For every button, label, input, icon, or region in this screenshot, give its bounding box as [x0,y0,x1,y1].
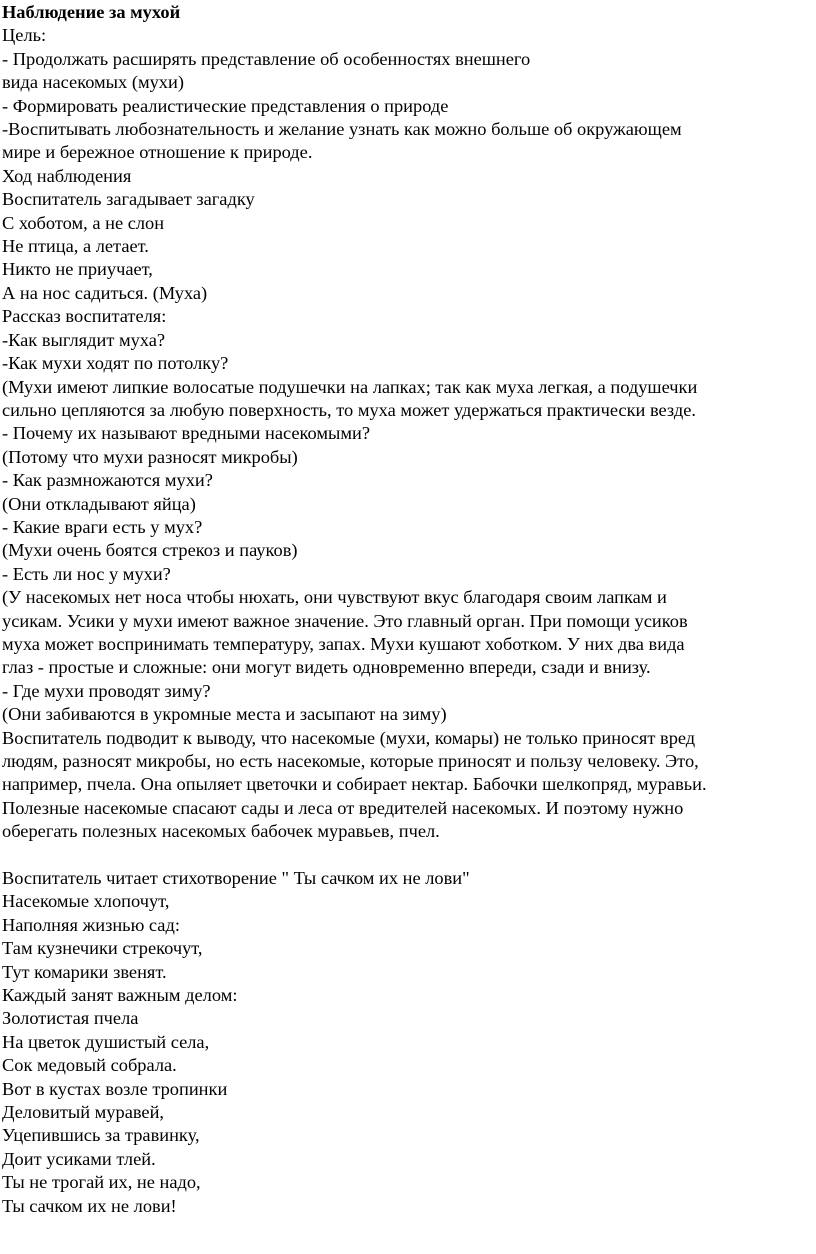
text-line: На цветок душистый села, [2,1031,210,1052]
text-line: (Они забиваются в укромные места и засыпают на зиму) [2,704,447,725]
text-line: (Мухи имеют липкие волосатые подушечки на лапках; так как муха легкая, а подушечки [2,376,698,397]
text-line: Уцепившись за травинку, [2,1125,200,1146]
text-line: Наполняя жизнью сад: [2,914,180,935]
text-line: Там кузнечики стрекочут, [2,938,203,959]
text-line: С хоботом, а не слон [2,212,165,233]
text-line: Сок медовый собрала. [2,1055,177,1076]
document-body [2,24,812,1218]
text-line: усикам. Усики у мухи имеют важное значение. Это главный орган. При помощи усиков [2,610,688,631]
text-line: А на нос садиться. (Муха) [2,282,208,303]
text-line: оберегать полезных насекомых бабочек муравьев, пчел. [2,821,440,842]
text-line: Не птица, а летает. [2,236,149,257]
text-line: -Как выглядит муха? [2,329,166,350]
text-line: Деловитый муравей, [2,1102,165,1123]
text-line: мире и бережное отношение к природе. [2,142,313,163]
text-line: глаз - простые и сложные: они могут видеть одновременно впереди, сзади и внизу. [2,657,651,678]
text-line: Ты не трогай их, не надо, [2,1172,201,1193]
text-line: Воспитатель читает стихотворение " Ты сачком их не лови" [2,868,470,889]
text-line: Полезные насекомые спасают сады и леса от вредителей насекомых. И поэтому нужно [2,797,684,818]
text-line: Доит усиками тлей. [2,1148,156,1169]
text-line: Золотистая пчела [2,1008,139,1029]
text-line: Ход наблюдения [2,165,132,186]
text-line: например, пчела. Она опыляет цветочки и собирает нектар. Бабочки шелкопряд, муравьи. [2,774,707,795]
text-line: - Формировать реалистические представления о природе [2,95,449,116]
text-line: Ты сачком их не лови! [2,1195,177,1216]
text-line: Воспитатель подводит к выводу, что насекомые (мухи, комары) не только приносят вред [2,727,696,748]
text-line: Вот в кустах возле тропинки [2,1078,228,1099]
text-line: (Они откладывают яйца) [2,493,196,514]
text-line: сильно цепляются за любую поверхность, то муха может удержаться практически везде. [2,399,696,420]
text-line: -Как мухи ходят по потолку? [2,353,229,374]
text-line: муха может воспринимать температуру, запах. Мухи кушают хоботком. У них два вида [2,633,685,654]
text-line: - Почему их называют вредными насекомыми? [2,423,371,444]
text-line: Насекомые хлопочут, [2,891,170,912]
text-line: Тут комарики звенят. [2,961,167,982]
text-line: - Есть ли нос у мухи? [2,563,171,584]
text-line: Цель: [2,25,47,46]
text-line: Воспитатель загадывает загадку [2,189,255,210]
text-line: - Какие враги есть у мух? [2,516,203,537]
text-line: - Продолжать расширять представление об особенностях внешнего [2,48,531,69]
text-line: (Потому что мухи разносят микробы) [2,446,298,467]
document-title: Наблюдение за мухой [2,2,181,22]
text-line: (У насекомых нет носа чтобы нюхать, они чувствуют вкус благодаря своим лапкам и [2,587,667,608]
text-line: вида насекомых (мухи) [2,72,184,93]
text-line: -Воспитывать любознательность и желание узнать как можно больше об окружающем [2,119,682,140]
text-line: (Мухи очень боятся стрекоз и пауков) [2,540,298,561]
text-line: Никто не приучает, [2,259,153,280]
text-line: Каждый занят важным делом: [2,985,238,1006]
text-line: - Как размножаются мухи? [2,470,213,491]
text-line: людям, разносят микробы, но есть насекомые, которые приносят и пользу человеку. Это, [2,751,699,771]
document-page [2,1,812,1218]
text-line: - Где мухи проводят зиму? [2,680,211,701]
blank-line [2,844,812,867]
text-line: Рассказ воспитателя: [2,306,167,327]
